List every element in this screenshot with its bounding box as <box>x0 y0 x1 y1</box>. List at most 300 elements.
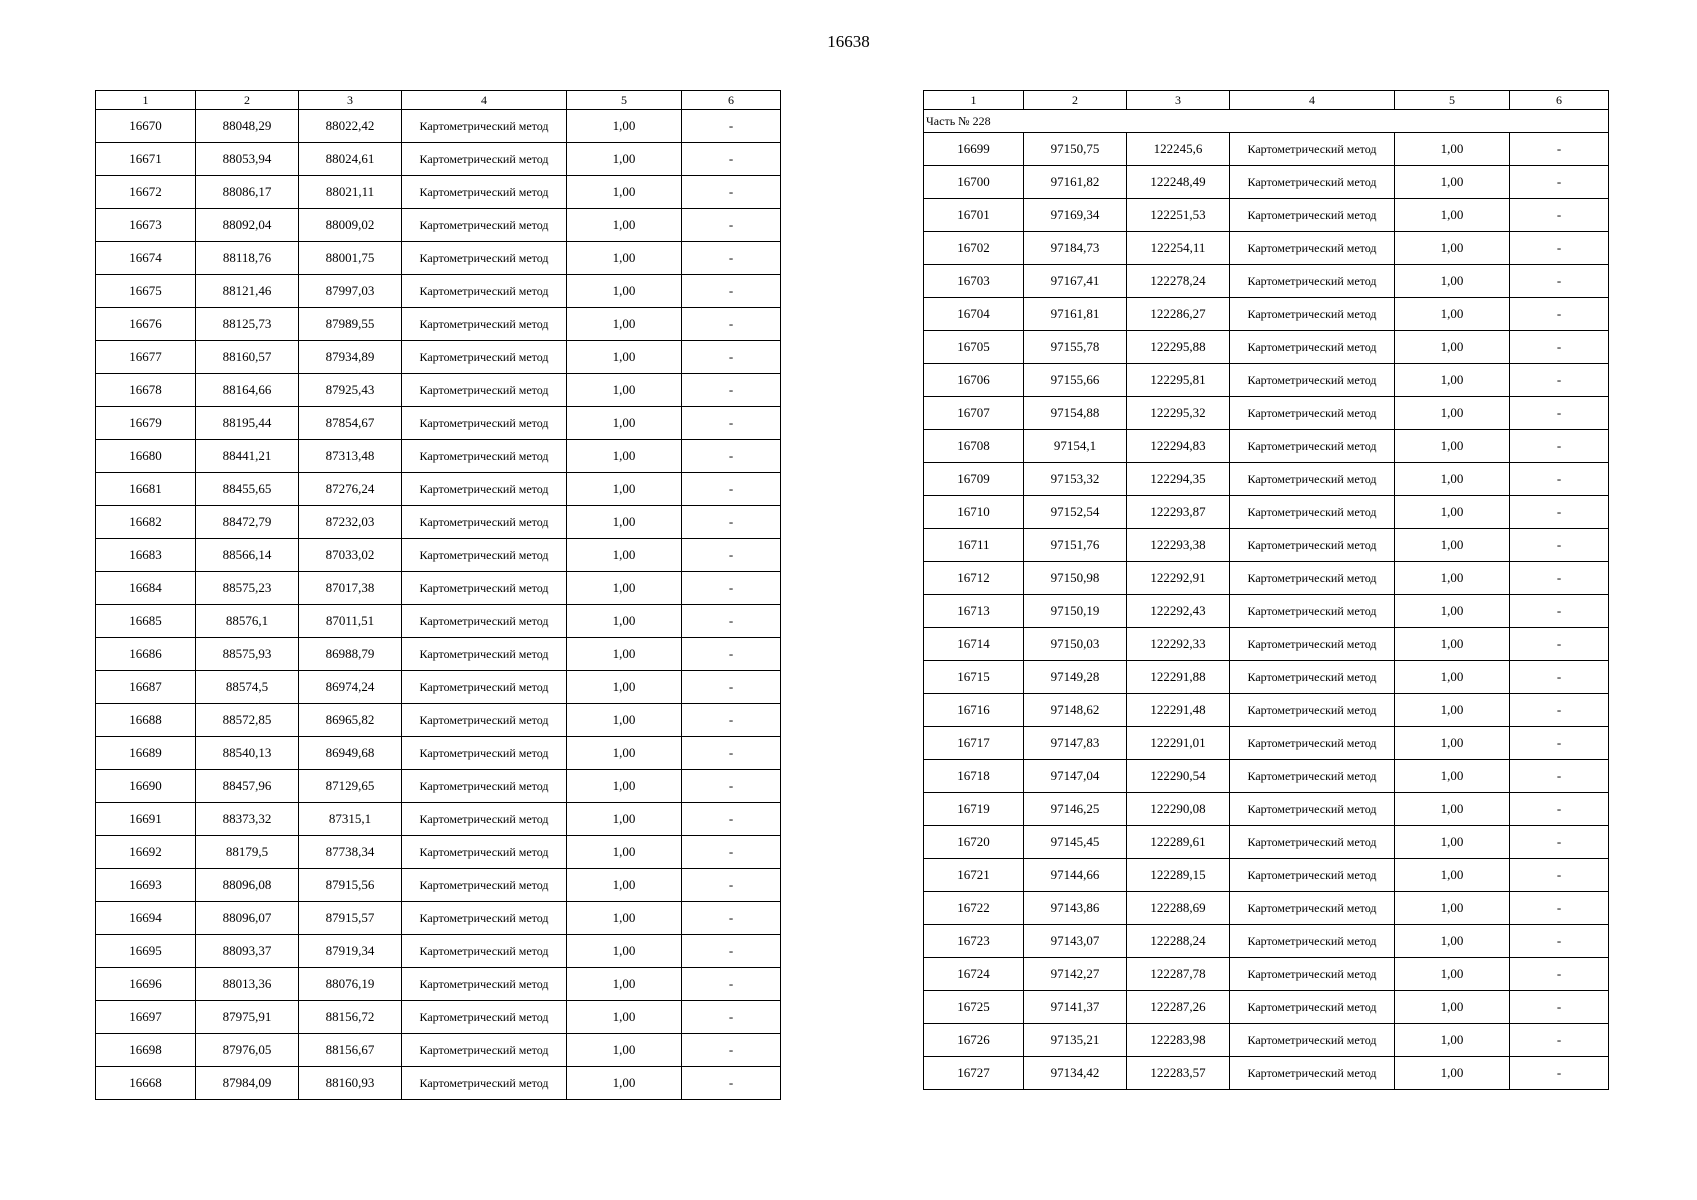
table-row <box>924 661 1609 694</box>
table-row <box>924 496 1609 529</box>
table-cell-col-6: - <box>1510 628 1609 661</box>
table-cell-col-4: Картометрический метод <box>402 110 567 143</box>
table-cell-col-3: 87915,57 <box>299 902 402 935</box>
table-cell-col-5: 1,00 <box>1395 892 1510 925</box>
table-cell-col-5: 1,00 <box>567 605 682 638</box>
table-cell-col-2: 97134,42 <box>1024 1057 1127 1090</box>
table-cell-col-1: 16695 <box>96 935 196 968</box>
table-row <box>924 793 1609 826</box>
table-cell-col-4: Картометрический метод <box>1230 991 1395 1024</box>
table-cell-col-1: 16698 <box>96 1034 196 1067</box>
table-row <box>96 869 781 902</box>
table-cell-col-4: Картометрический метод <box>1230 760 1395 793</box>
table-cell-col-1: 16705 <box>924 331 1024 364</box>
table-cell-col-3: 86974,24 <box>299 671 402 704</box>
table-cell-col-3: 87011,51 <box>299 605 402 638</box>
table-row <box>96 836 781 869</box>
table-cell-col-4: Картометрический метод <box>1230 628 1395 661</box>
table-cell-col-2: 88179,5 <box>196 836 299 869</box>
table-row <box>924 199 1609 232</box>
table-row <box>924 727 1609 760</box>
table-row <box>96 572 781 605</box>
table-row <box>96 605 781 638</box>
table-cell-col-3: 122251,53 <box>1127 199 1230 232</box>
table-cell-col-5: 1,00 <box>567 110 682 143</box>
column-header: 1 <box>924 91 1024 110</box>
table-cell-col-6: - <box>1510 1024 1609 1057</box>
table-row <box>924 1057 1609 1090</box>
table-cell-col-5: 1,00 <box>567 803 682 836</box>
table-row <box>96 275 781 308</box>
table-cell-col-3: 122291,01 <box>1127 727 1230 760</box>
table-cell-col-1: 16673 <box>96 209 196 242</box>
table-cell-col-1: 16703 <box>924 265 1024 298</box>
table-cell-col-6: - <box>682 671 781 704</box>
table-cell-col-2: 88086,17 <box>196 176 299 209</box>
table-cell-col-1: 16710 <box>924 496 1024 529</box>
table-cell-col-4: Картометрический метод <box>1230 232 1395 265</box>
table-cell-col-5: 1,00 <box>567 638 682 671</box>
table-row <box>924 991 1609 1024</box>
table-row <box>924 364 1609 397</box>
table-row <box>96 506 781 539</box>
table-cell-col-3: 87017,38 <box>299 572 402 605</box>
table-cell-col-6: - <box>682 1001 781 1034</box>
table-cell-col-6: - <box>1510 133 1609 166</box>
table-row <box>924 826 1609 859</box>
table-cell-col-1: 16716 <box>924 694 1024 727</box>
table-cell-col-3: 87033,02 <box>299 539 402 572</box>
table-cell-col-2: 88472,79 <box>196 506 299 539</box>
table-cell-col-5: 1,00 <box>1395 727 1510 760</box>
table-cell-col-5: 1,00 <box>567 407 682 440</box>
table-cell-col-5: 1,00 <box>1395 826 1510 859</box>
table-cell-col-1: 16684 <box>96 572 196 605</box>
table-cell-col-1: 16723 <box>924 925 1024 958</box>
table-cell-col-2: 97143,07 <box>1024 925 1127 958</box>
table-cell-col-6: - <box>682 869 781 902</box>
table-cell-col-4: Картометрический метод <box>1230 925 1395 958</box>
table-cell-col-2: 88121,46 <box>196 275 299 308</box>
table-cell-col-4: Картометрический метод <box>1230 826 1395 859</box>
table-cell-col-6: - <box>1510 232 1609 265</box>
table-cell-col-5: 1,00 <box>1395 925 1510 958</box>
table-cell-col-4: Картометрический метод <box>1230 397 1395 430</box>
table-cell-col-3: 87915,56 <box>299 869 402 902</box>
table-cell-col-6: - <box>1510 463 1609 496</box>
table-cell-col-2: 88576,1 <box>196 605 299 638</box>
table-cell-col-1: 16691 <box>96 803 196 836</box>
table-cell-col-6: - <box>1510 892 1609 925</box>
table-cell-col-5: 1,00 <box>1395 694 1510 727</box>
table-row <box>924 892 1609 925</box>
table-cell-col-1: 16683 <box>96 539 196 572</box>
table-cell-col-6: - <box>682 440 781 473</box>
table-cell-col-4: Картометрический метод <box>402 407 567 440</box>
table-cell-col-4: Картометрический метод <box>402 968 567 1001</box>
table-cell-col-1: 16721 <box>924 859 1024 892</box>
table-cell-col-6: - <box>682 242 781 275</box>
table-row <box>924 430 1609 463</box>
table-cell-col-3: 122248,49 <box>1127 166 1230 199</box>
table-cell-col-3: 122278,24 <box>1127 265 1230 298</box>
table-cell-col-1: 16727 <box>924 1057 1024 1090</box>
table-row <box>96 473 781 506</box>
table-cell-col-4: Картометрический метод <box>1230 859 1395 892</box>
table-cell-col-4: Картометрический метод <box>402 539 567 572</box>
column-header: 4 <box>1230 91 1395 110</box>
table-cell-col-4: Картометрический метод <box>402 242 567 275</box>
table-cell-col-3: 122289,15 <box>1127 859 1230 892</box>
table-row <box>96 341 781 374</box>
part-label-row <box>924 110 1609 133</box>
table-cell-col-4: Картометрический метод <box>402 374 567 407</box>
table-cell-col-4: Картометрический метод <box>1230 463 1395 496</box>
table-cell-col-3: 122293,38 <box>1127 529 1230 562</box>
table-cell-col-5: 1,00 <box>567 1001 682 1034</box>
column-header: 5 <box>1395 91 1510 110</box>
table-cell-col-3: 122286,27 <box>1127 298 1230 331</box>
table-cell-col-1: 16715 <box>924 661 1024 694</box>
table-cell-col-2: 88566,14 <box>196 539 299 572</box>
table-cell-col-3: 122288,24 <box>1127 925 1230 958</box>
table-cell-col-2: 97152,54 <box>1024 496 1127 529</box>
table-cell-col-2: 88093,37 <box>196 935 299 968</box>
table-cell-col-2: 88455,65 <box>196 473 299 506</box>
table-cell-col-1: 16701 <box>924 199 1024 232</box>
table-cell-col-1: 16708 <box>924 430 1024 463</box>
table-cell-col-1: 16668 <box>96 1067 196 1100</box>
table-cell-col-5: 1,00 <box>1395 661 1510 694</box>
table-cell-col-5: 1,00 <box>1395 166 1510 199</box>
table-cell-col-2: 97141,37 <box>1024 991 1127 1024</box>
table-cell-col-4: Картометрический метод <box>402 572 567 605</box>
table-cell-col-2: 97150,19 <box>1024 595 1127 628</box>
table-cell-col-3: 122291,88 <box>1127 661 1230 694</box>
table-cell-col-5: 1,00 <box>567 737 682 770</box>
table-cell-col-2: 88096,07 <box>196 902 299 935</box>
table-row <box>924 958 1609 991</box>
table-cell-col-6: - <box>682 143 781 176</box>
column-header: 4 <box>402 91 567 110</box>
table-cell-col-5: 1,00 <box>567 935 682 968</box>
table-cell-col-2: 97144,66 <box>1024 859 1127 892</box>
table-cell-col-3: 86988,79 <box>299 638 402 671</box>
table-cell-col-6: - <box>1510 397 1609 430</box>
table-row <box>96 1067 781 1100</box>
table-cell-col-4: Картометрический метод <box>1230 694 1395 727</box>
table-cell-col-3: 122295,81 <box>1127 364 1230 397</box>
table-cell-col-1: 16687 <box>96 671 196 704</box>
table-cell-col-1: 16688 <box>96 704 196 737</box>
table-row <box>96 176 781 209</box>
table-cell-col-6: - <box>1510 298 1609 331</box>
column-header: 5 <box>567 91 682 110</box>
table-cell-col-4: Картометрический метод <box>1230 562 1395 595</box>
table-cell-col-3: 122288,69 <box>1127 892 1230 925</box>
table-cell-col-2: 97154,88 <box>1024 397 1127 430</box>
column-header: 1 <box>96 91 196 110</box>
table-cell-col-4: Картометрический метод <box>402 902 567 935</box>
table-row <box>924 562 1609 595</box>
table-cell-col-4: Картометрический метод <box>402 869 567 902</box>
table-row <box>96 143 781 176</box>
table-cell-col-1: 16686 <box>96 638 196 671</box>
table-cell-col-2: 97143,86 <box>1024 892 1127 925</box>
table-row <box>96 770 781 803</box>
table-cell-col-5: 1,00 <box>1395 529 1510 562</box>
table-cell-col-6: - <box>1510 760 1609 793</box>
table-cell-col-5: 1,00 <box>1395 595 1510 628</box>
table-cell-col-3: 88160,93 <box>299 1067 402 1100</box>
table-cell-col-3: 122295,32 <box>1127 397 1230 430</box>
table-cell-col-5: 1,00 <box>567 968 682 1001</box>
table-cell-col-5: 1,00 <box>567 506 682 539</box>
table-cell-col-4: Картометрический метод <box>402 935 567 968</box>
table-cell-col-1: 16689 <box>96 737 196 770</box>
table-cell-col-6: - <box>682 968 781 1001</box>
table-row <box>96 737 781 770</box>
table-cell-col-2: 88575,23 <box>196 572 299 605</box>
table-cell-col-2: 97155,78 <box>1024 331 1127 364</box>
column-header: 6 <box>682 91 781 110</box>
table-cell-col-6: - <box>682 506 781 539</box>
table-cell-col-6: - <box>1510 364 1609 397</box>
table-cell-col-3: 122290,54 <box>1127 760 1230 793</box>
table-cell-col-1: 16702 <box>924 232 1024 265</box>
column-header: 6 <box>1510 91 1609 110</box>
table-cell-col-2: 87976,05 <box>196 1034 299 1067</box>
table-cell-col-3: 88076,19 <box>299 968 402 1001</box>
table-cell-col-2: 88013,36 <box>196 968 299 1001</box>
table-cell-col-1: 16692 <box>96 836 196 869</box>
table-cell-col-1: 16676 <box>96 308 196 341</box>
column-header: 2 <box>1024 91 1127 110</box>
table-cell-col-2: 88164,66 <box>196 374 299 407</box>
table-cell-col-6: - <box>682 1067 781 1100</box>
table-cell-col-1: 16725 <box>924 991 1024 1024</box>
table-cell-col-4: Картометрический метод <box>1230 661 1395 694</box>
table-cell-col-2: 97147,04 <box>1024 760 1127 793</box>
table-cell-col-6: - <box>1510 859 1609 892</box>
table-cell-col-1: 16682 <box>96 506 196 539</box>
table-cell-col-5: 1,00 <box>1395 1024 1510 1057</box>
table-cell-col-3: 122283,57 <box>1127 1057 1230 1090</box>
table-cell-col-2: 97146,25 <box>1024 793 1127 826</box>
table-cell-col-6: - <box>1510 166 1609 199</box>
table-cell-col-2: 88457,96 <box>196 770 299 803</box>
page-number: 16638 <box>827 32 870 51</box>
table-header-row <box>96 91 781 110</box>
table-cell-col-2: 88373,32 <box>196 803 299 836</box>
table-cell-col-6: - <box>1510 265 1609 298</box>
table-cell-col-5: 1,00 <box>567 671 682 704</box>
table-cell-col-5: 1,00 <box>567 209 682 242</box>
table-cell-col-6: - <box>1510 925 1609 958</box>
table-row <box>96 539 781 572</box>
table-cell-col-3: 122292,91 <box>1127 562 1230 595</box>
table-cell-col-3: 87738,34 <box>299 836 402 869</box>
table-cell-col-2: 97142,27 <box>1024 958 1127 991</box>
table-cell-col-4: Картометрический метод <box>1230 529 1395 562</box>
table-cell-col-2: 97145,45 <box>1024 826 1127 859</box>
table-cell-col-2: 97184,73 <box>1024 232 1127 265</box>
table-row <box>96 308 781 341</box>
table-row <box>924 859 1609 892</box>
table-cell-col-4: Картометрический метод <box>402 704 567 737</box>
table-cell-col-3: 87276,24 <box>299 473 402 506</box>
table-cell-col-5: 1,00 <box>1395 364 1510 397</box>
table-cell-col-1: 16718 <box>924 760 1024 793</box>
table-row <box>96 209 781 242</box>
table-cell-col-1: 16697 <box>96 1001 196 1034</box>
table-cell-col-5: 1,00 <box>567 341 682 374</box>
table-row <box>924 232 1609 265</box>
table-header-row <box>924 91 1609 110</box>
table-cell-col-2: 88572,85 <box>196 704 299 737</box>
table-cell-col-4: Картометрический метод <box>1230 1024 1395 1057</box>
table-row <box>96 638 781 671</box>
table-cell-col-1: 16671 <box>96 143 196 176</box>
table-cell-col-5: 1,00 <box>567 836 682 869</box>
table-cell-col-3: 88001,75 <box>299 242 402 275</box>
table-cell-col-1: 16712 <box>924 562 1024 595</box>
table-cell-col-1: 16700 <box>924 166 1024 199</box>
table-cell-col-4: Картометрический метод <box>402 473 567 506</box>
column-header: 3 <box>1127 91 1230 110</box>
table-cell-col-1: 16685 <box>96 605 196 638</box>
table-row <box>924 265 1609 298</box>
table-cell-col-2: 88540,13 <box>196 737 299 770</box>
table-cell-col-6: - <box>1510 529 1609 562</box>
table-cell-col-1: 16726 <box>924 1024 1024 1057</box>
table-cell-col-5: 1,00 <box>567 308 682 341</box>
table-cell-col-4: Картометрический метод <box>1230 199 1395 232</box>
table-cell-col-6: - <box>1510 826 1609 859</box>
table-cell-col-2: 88575,93 <box>196 638 299 671</box>
table-cell-col-6: - <box>1510 331 1609 364</box>
table-cell-col-5: 1,00 <box>1395 199 1510 232</box>
table-cell-col-6: - <box>1510 496 1609 529</box>
table-cell-col-6: - <box>1510 694 1609 727</box>
table-cell-col-3: 122292,33 <box>1127 628 1230 661</box>
table-cell-col-1: 16677 <box>96 341 196 374</box>
table-cell-col-4: Картометрический метод <box>1230 166 1395 199</box>
table-cell-col-1: 16707 <box>924 397 1024 430</box>
table-row <box>924 397 1609 430</box>
table-cell-col-4: Картометрический метод <box>402 737 567 770</box>
table-cell-col-3: 122290,08 <box>1127 793 1230 826</box>
table-cell-col-2: 88195,44 <box>196 407 299 440</box>
table-cell-col-2: 87975,91 <box>196 1001 299 1034</box>
table-cell-col-5: 1,00 <box>1395 496 1510 529</box>
table-cell-col-3: 86949,68 <box>299 737 402 770</box>
table-cell-col-1: 16678 <box>96 374 196 407</box>
left-table-body <box>96 110 781 1100</box>
table-cell-col-4: Картометрический метод <box>1230 133 1395 166</box>
table-cell-col-2: 97150,03 <box>1024 628 1127 661</box>
table-cell-col-1: 16679 <box>96 407 196 440</box>
table-cell-col-6: - <box>682 836 781 869</box>
table-cell-col-3: 88156,67 <box>299 1034 402 1067</box>
table-cell-col-4: Картометрический метод <box>1230 727 1395 760</box>
table-cell-col-5: 1,00 <box>567 704 682 737</box>
table-cell-col-6: - <box>682 308 781 341</box>
table-cell-col-3: 88156,72 <box>299 1001 402 1034</box>
table-cell-col-2: 97161,81 <box>1024 298 1127 331</box>
table-row <box>96 671 781 704</box>
table-row <box>96 1001 781 1034</box>
table-cell-col-4: Картометрический метод <box>1230 496 1395 529</box>
table-cell-col-2: 97167,41 <box>1024 265 1127 298</box>
table-row <box>924 1024 1609 1057</box>
table-cell-col-3: 122287,78 <box>1127 958 1230 991</box>
table-cell-col-6: - <box>1510 562 1609 595</box>
table-cell-col-1: 16693 <box>96 869 196 902</box>
table-cell-col-6: - <box>682 341 781 374</box>
table-cell-col-6: - <box>1510 595 1609 628</box>
table-row <box>924 595 1609 628</box>
table-cell-col-4: Картометрический метод <box>402 275 567 308</box>
table-cell-col-5: 1,00 <box>567 275 682 308</box>
table-cell-col-3: 122287,26 <box>1127 991 1230 1024</box>
table-cell-col-3: 88021,11 <box>299 176 402 209</box>
table-cell-col-4: Картометрический метод <box>402 1034 567 1067</box>
table-cell-col-5: 1,00 <box>1395 331 1510 364</box>
table-cell-col-3: 87315,1 <box>299 803 402 836</box>
table-cell-col-1: 16674 <box>96 242 196 275</box>
table-cell-col-2: 88092,04 <box>196 209 299 242</box>
table-cell-col-4: Картометрический метод <box>1230 595 1395 628</box>
table-cell-col-4: Картометрический метод <box>1230 958 1395 991</box>
table-cell-col-2: 97149,28 <box>1024 661 1127 694</box>
table-row <box>924 529 1609 562</box>
table-cell-col-4: Картометрический метод <box>1230 331 1395 364</box>
table-row <box>924 760 1609 793</box>
table-cell-col-6: - <box>682 935 781 968</box>
table-cell-col-5: 1,00 <box>567 572 682 605</box>
table-cell-col-2: 88160,57 <box>196 341 299 374</box>
table-cell-col-6: - <box>682 209 781 242</box>
table-cell-col-5: 1,00 <box>1395 133 1510 166</box>
table-cell-col-3: 87997,03 <box>299 275 402 308</box>
table-cell-col-1: 16713 <box>924 595 1024 628</box>
table-row <box>96 968 781 1001</box>
table-cell-col-2: 88441,21 <box>196 440 299 473</box>
table-row <box>924 628 1609 661</box>
table-cell-col-6: - <box>682 638 781 671</box>
table-cell-col-2: 88053,94 <box>196 143 299 176</box>
table-cell-col-2: 88118,76 <box>196 242 299 275</box>
table-row <box>924 463 1609 496</box>
table-cell-col-4: Картометрический метод <box>1230 265 1395 298</box>
right-table-body <box>924 110 1609 1090</box>
table-cell-col-5: 1,00 <box>567 869 682 902</box>
table-cell-col-3: 88009,02 <box>299 209 402 242</box>
table-row <box>96 374 781 407</box>
table-cell-col-4: Картометрический метод <box>402 308 567 341</box>
table-cell-col-1: 16717 <box>924 727 1024 760</box>
table-cell-col-4: Картометрический метод <box>402 671 567 704</box>
table-cell-col-3: 122292,43 <box>1127 595 1230 628</box>
table-row <box>924 133 1609 166</box>
table-cell-col-6: - <box>1510 430 1609 463</box>
table-cell-col-4: Картометрический метод <box>1230 892 1395 925</box>
table-cell-col-4: Картометрический метод <box>1230 298 1395 331</box>
table-cell-col-2: 97161,82 <box>1024 166 1127 199</box>
table-cell-col-6: - <box>682 902 781 935</box>
table-cell-col-5: 1,00 <box>1395 562 1510 595</box>
